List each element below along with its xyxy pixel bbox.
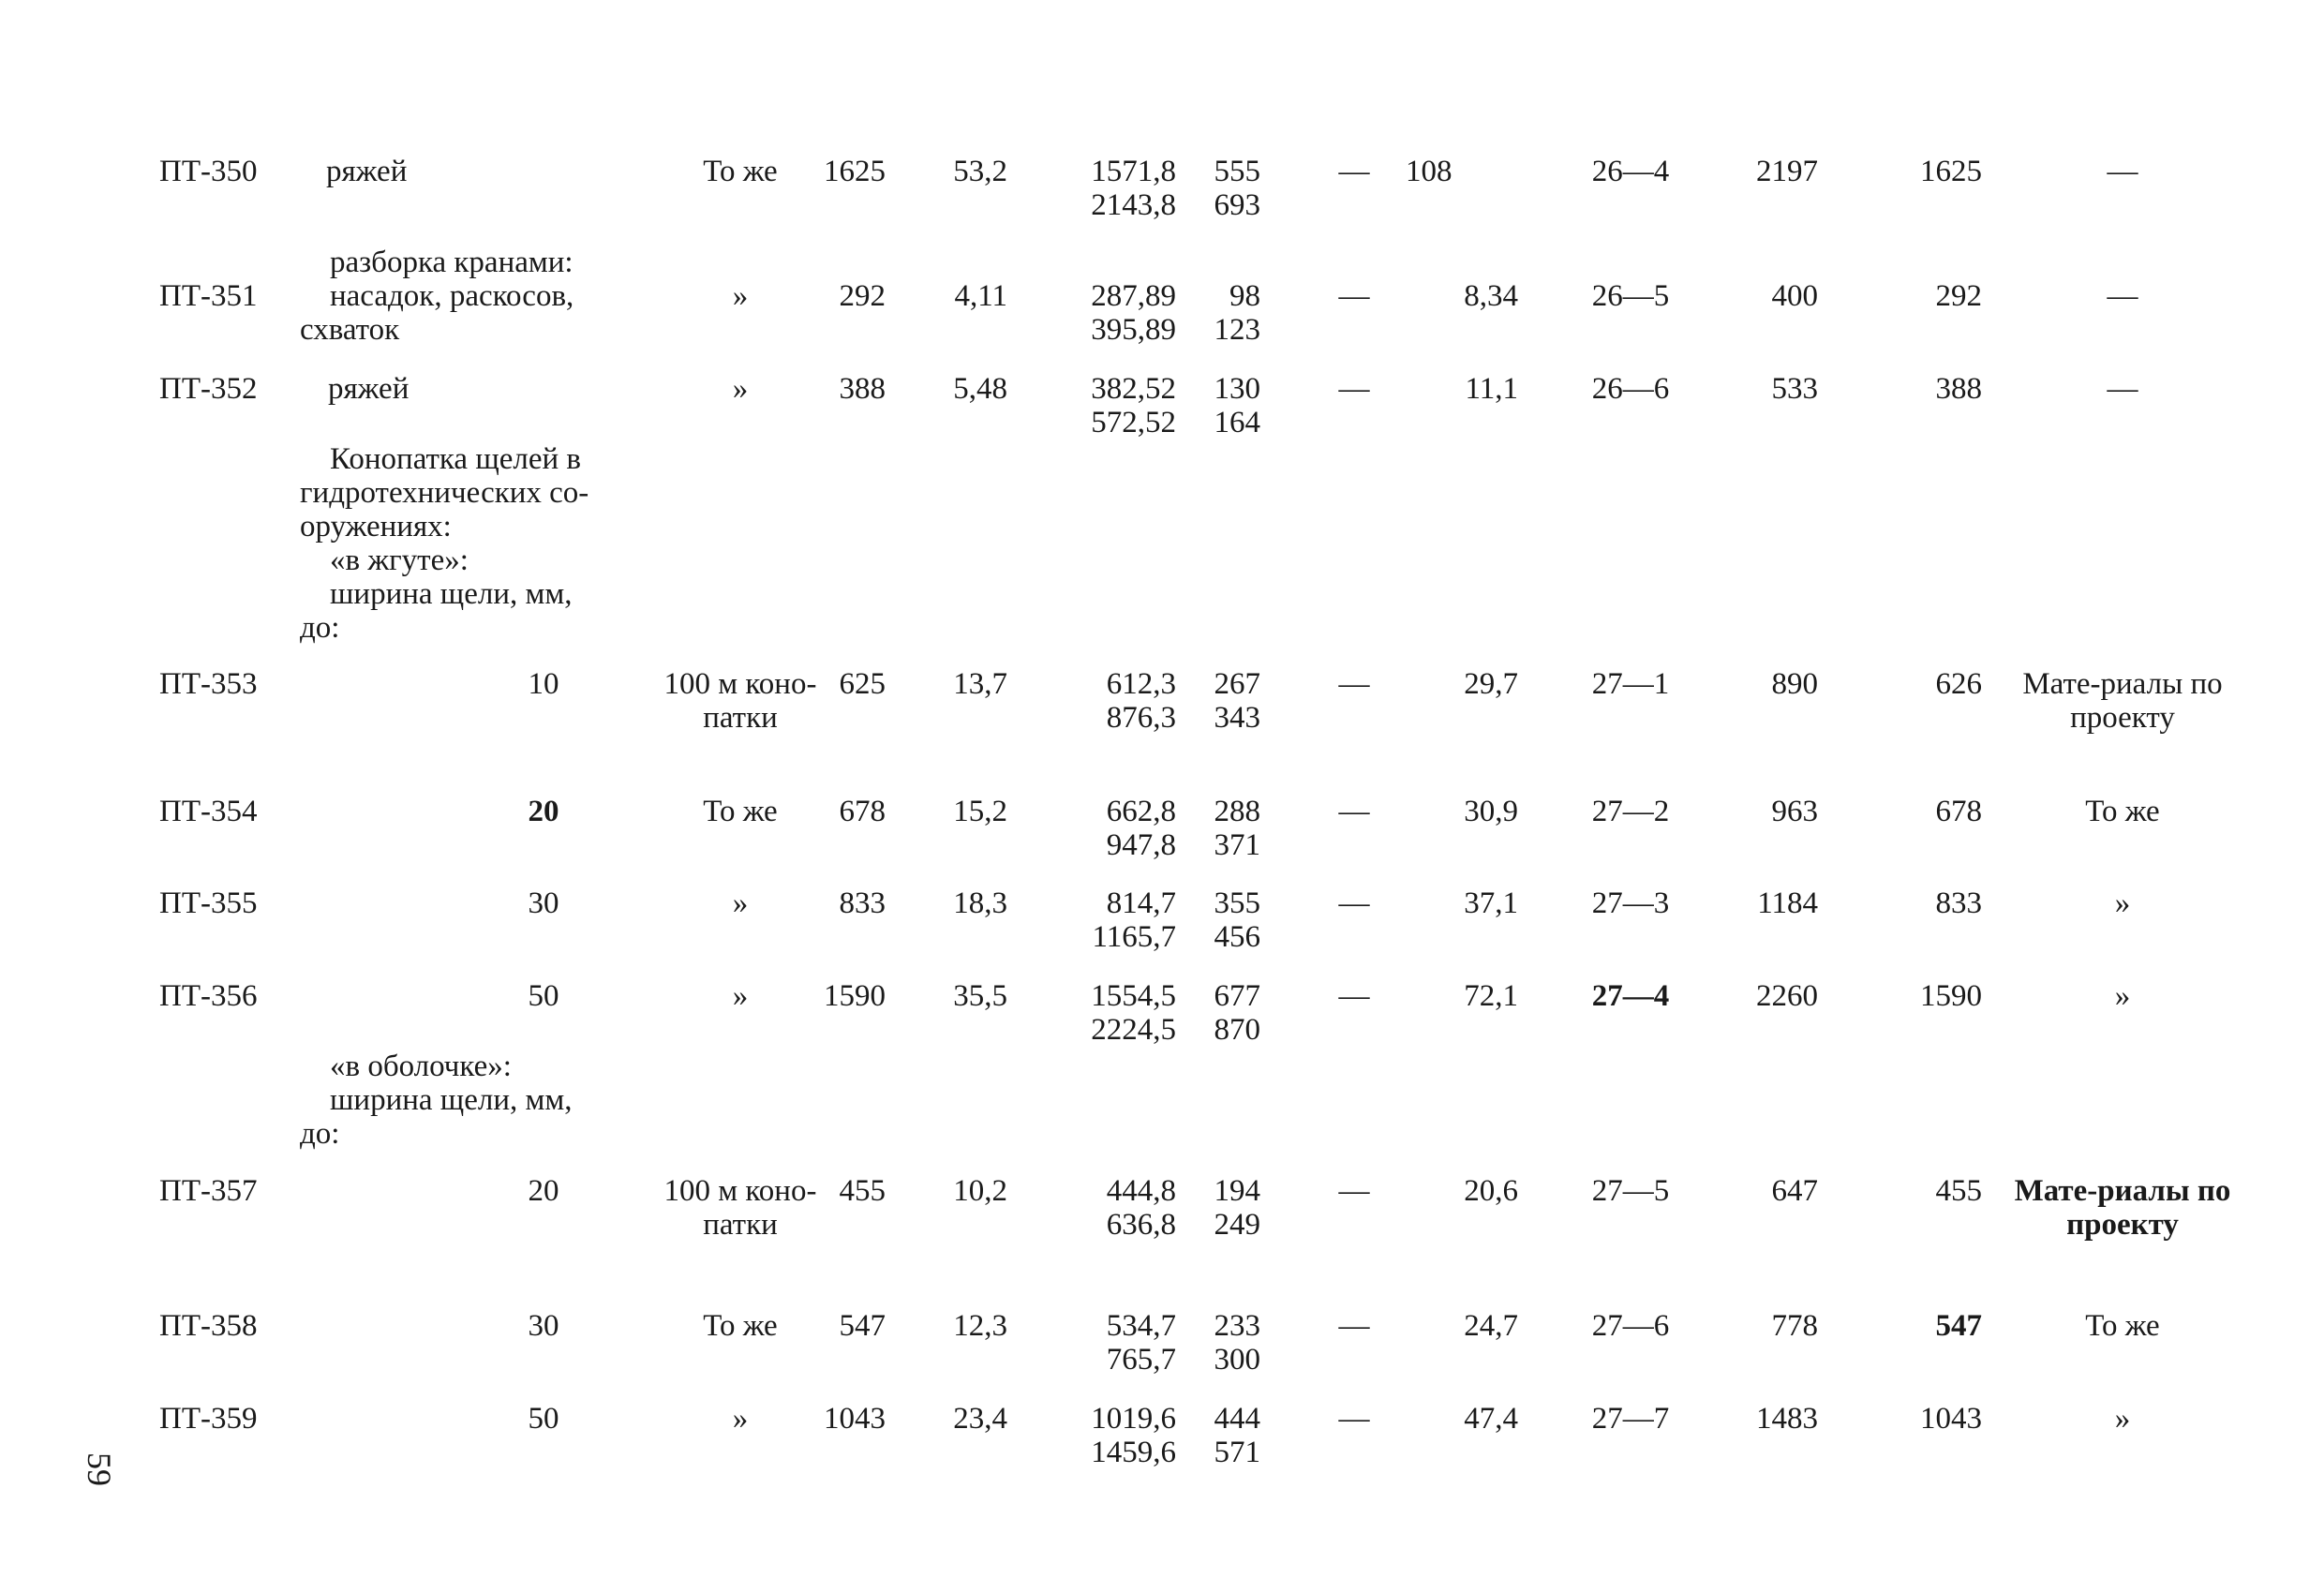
row-description: 30 [528,886,559,920]
row-value-b: 1019,6 1459,6 [1091,1402,1176,1469]
row-value-a: 23,4 [953,1402,1007,1436]
row-dash: — [1338,979,1370,1013]
row-value-a: 10,2 [953,1174,1007,1208]
row-ref-code: 27—2 [1591,795,1670,828]
row-dash: — [1338,155,1370,188]
heading-line: ширина щели, мм, [330,1083,573,1117]
row-value-c: 267 343 [1214,667,1260,735]
row-ref-code: 27—5 [1591,1174,1670,1208]
row-description: 20 [528,795,559,828]
row-value-d: 11,1 [1465,372,1518,406]
row-unit: То же [703,1309,778,1343]
row-value-c: 355 456 [1214,886,1260,954]
row-value-f: 1043 [1920,1402,1982,1436]
page-number: 59 [81,1452,118,1486]
row-value-b: 612,3 876,3 [1106,667,1176,735]
row-code: ПТ-351 [159,279,258,313]
heading-line: схваток [300,313,400,347]
row-note: Мате-риалы по проекту [2014,1174,2231,1242]
row-value-e: 2197 [1756,155,1818,188]
row-unit: » [732,372,749,406]
row-dash: — [1338,667,1370,701]
group-heading-konopatka [300,442,651,645]
row-code: ПТ-357 [159,1174,258,1208]
row-description: 50 [528,1402,559,1436]
row-value-f: 678 [1935,795,1982,828]
row-code: ПТ-354 [159,795,258,828]
row-value-d: 20,6 [1464,1174,1518,1208]
row-code: ПТ-350 [159,155,258,188]
row-note: — [2107,155,2138,188]
row-unit: То же [703,155,778,188]
row-code: ПТ-353 [159,667,258,701]
row-value-d: 37,1 [1464,886,1518,920]
row-code: ПТ-355 [159,886,258,920]
row-value-f: 1625 [1920,155,1982,188]
row-value-f: 292 [1935,279,1982,313]
row-ref-code: 26—4 [1591,155,1670,188]
row-value-a: 35,5 [953,979,1007,1013]
row-value-c: 555 693 [1214,155,1260,222]
row-note: » [2114,886,2131,920]
row-description: 30 [528,1309,559,1343]
row-unit: » [732,279,749,313]
row-ref-code: 27—4 [1591,979,1670,1013]
row-value-f: 388 [1935,372,1982,406]
row-unit: То же [703,795,778,828]
heading-line: «в оболочке»: [330,1050,512,1083]
row-value-c: 194 249 [1214,1174,1260,1242]
row-note: — [2107,279,2138,313]
row-description: 10 [528,667,559,701]
row-value-c: 444 571 [1214,1402,1260,1469]
row-total: 1043 [824,1402,886,1436]
row-dash: — [1338,886,1370,920]
heading-line: до: [300,611,340,645]
heading-line: ширина щели, мм, [330,577,573,611]
row-value-b: 287,89 395,89 [1091,279,1176,347]
row-ref-code: 27—1 [1591,667,1670,701]
row-ref-code: 27—7 [1591,1402,1670,1436]
row-ref-code: 27—6 [1591,1309,1670,1343]
row-code: ПТ-356 [159,979,258,1013]
row-value-e: 2260 [1756,979,1818,1013]
row-dash: — [1338,795,1370,828]
row-code: ПТ-358 [159,1309,258,1343]
heading-line: до: [300,1117,340,1151]
row-ref-code: 27—3 [1591,886,1670,920]
row-value-d: 24,7 [1464,1309,1518,1343]
row-code: ПТ-359 [159,1402,258,1436]
heading-line: оружениях: [300,510,452,543]
row-value-e: 963 [1771,795,1818,828]
row-value-f: 626 [1935,667,1982,701]
group-heading-razborka [300,246,651,347]
row-total: 678 [839,795,886,828]
row-value-a: 12,3 [953,1309,1007,1343]
row-note: » [2114,979,2131,1013]
row-value-a: 53,2 [953,155,1007,188]
row-ref-code: 26—6 [1591,372,1670,406]
row-total: 833 [839,886,886,920]
row-value-f: 547 [1935,1309,1982,1343]
row-ref-code: 26—5 [1591,279,1670,313]
row-value-e: 1184 [1757,886,1818,920]
row-dash: — [1338,1402,1370,1436]
heading-line: разборка кранами: [330,246,574,279]
row-value-d: 47,4 [1464,1402,1518,1436]
row-value-a: 13,7 [953,667,1007,701]
row-value-e: 400 [1771,279,1818,313]
row-value-e: 778 [1771,1309,1818,1343]
row-value-b: 444,8 636,8 [1106,1174,1176,1242]
row-total: 292 [839,279,886,313]
row-value-a: 15,2 [953,795,1007,828]
row-value-b: 814,7 1165,7 [1092,886,1176,954]
row-unit: » [732,886,749,920]
group-heading-obolochka [300,1050,651,1151]
row-value-f: 455 [1935,1174,1982,1208]
row-unit: » [732,979,749,1013]
row-note: То же [2085,795,2160,828]
heading-line: Конопатка щелей в [330,442,581,476]
row-total: 625 [839,667,886,701]
row-value-e: 647 [1771,1174,1818,1208]
row-description: ряжей [328,372,410,406]
row-dash: — [1338,1174,1370,1208]
row-value-e: 1483 [1756,1402,1818,1436]
row-total: 1625 [824,155,886,188]
row-total: 547 [839,1309,886,1343]
row-value-e: 533 [1771,372,1818,406]
row-description: ряжей [326,155,408,188]
row-value-e: 890 [1771,667,1818,701]
row-unit: 100 м коно-патки [663,1174,817,1242]
row-value-c: 288 371 [1214,795,1260,862]
row-note: То же [2085,1309,2160,1343]
row-dash: — [1338,1309,1370,1343]
row-value-b: 382,52 572,52 [1091,372,1176,439]
row-value-a: 5,48 [953,372,1007,406]
row-description: 20 [528,1174,559,1208]
row-value-b: 1571,8 2143,8 [1091,155,1176,222]
row-dash: — [1338,279,1370,313]
row-total: 388 [839,372,886,406]
row-description: 50 [528,979,559,1013]
row-note: — [2107,372,2138,406]
row-note: Мате-риалы по проекту [2022,667,2223,735]
heading-line: «в жгуте»: [330,543,469,577]
heading-line: гидротехнических со- [300,476,589,510]
row-value-b: 534,7 765,7 [1106,1309,1176,1377]
row-value-f: 1590 [1920,979,1982,1013]
row-code: ПТ-352 [159,372,258,406]
row-value-d: 29,7 [1464,667,1518,701]
row-value-c: 233 300 [1214,1309,1260,1377]
row-value-d: 72,1 [1464,979,1518,1013]
row-value-c: 677 870 [1214,979,1260,1047]
row-value-d: 108 [1406,155,1452,188]
row-note: » [2114,1402,2131,1436]
row-dash: — [1338,372,1370,406]
row-total: 455 [839,1174,886,1208]
row-value-b: 1554,5 2224,5 [1091,979,1176,1047]
row-total: 1590 [824,979,886,1013]
row-unit: » [732,1402,749,1436]
heading-line: насадок, раскосов, [330,279,574,313]
row-value-a: 18,3 [953,886,1007,920]
row-value-d: 8,34 [1464,279,1518,313]
row-value-c: 98 123 [1214,279,1260,347]
row-value-c: 130 164 [1214,372,1260,439]
row-value-a: 4,11 [954,279,1007,313]
row-value-f: 833 [1935,886,1982,920]
row-unit: 100 м коно-патки [663,667,817,735]
row-value-d: 30,9 [1464,795,1518,828]
row-value-b: 662,8 947,8 [1106,795,1176,862]
